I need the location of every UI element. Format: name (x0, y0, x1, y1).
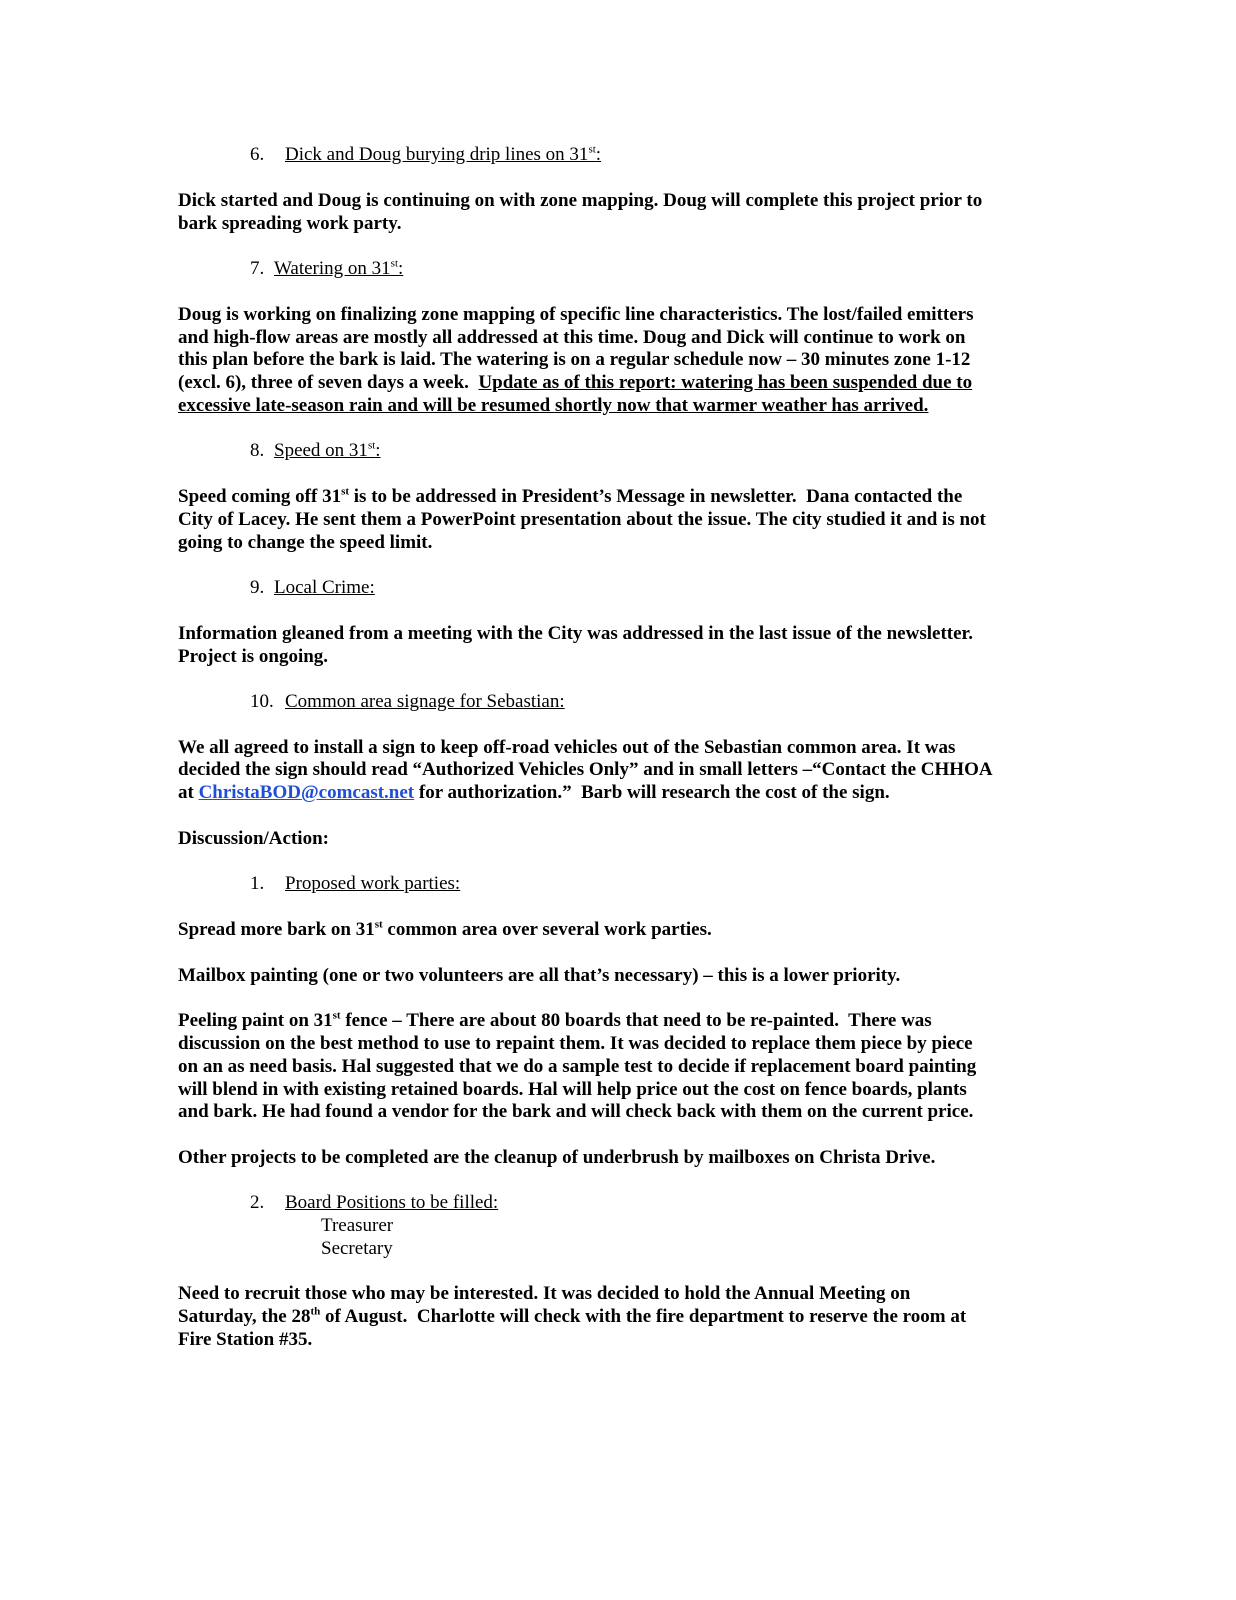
item-8-body-line: Speed coming off 31st is to be addressed in President’s Message in newsletter. Dana contacted the (178, 485, 963, 507)
discussion-paragraph: Spread more bark on 31st common area over several work parties. (178, 918, 712, 940)
item-number: 2. (250, 1192, 265, 1213)
item-number: 10. (250, 691, 274, 712)
item-10-body-line: at ChristaBOD@comcast.net for authorization.” Barb will research the cost of the sign. (178, 782, 890, 803)
discussion-paragraph: Peeling paint on 31st fence – There are about 80 boards that need to be re-painted. There was (178, 1009, 932, 1031)
item-8-heading: 8. Speed on 31st: (250, 439, 381, 461)
discussion-paragraph: Need to recruit those who may be interested. It was decided to hold the Annual Meeting on (178, 1283, 911, 1304)
item-number: 7. (250, 258, 265, 279)
discussion-item-2-heading: 2. Board Positions to be filled: (250, 1192, 499, 1213)
item-number: 1. (250, 873, 265, 894)
item-7-body-line: and high-flow areas are mostly all addressed at this time. Doug and Dick will continue to work on (178, 327, 966, 348)
item-10-heading: 10. Common area signage for Sebastian: (250, 691, 565, 712)
update-note: Update as of this report: watering has been suspended due to (478, 372, 973, 393)
discussion-paragraph: Mailbox painting (one or two volunteers are all that’s necessary) – this is a lower priority. (178, 965, 901, 986)
item-7-body-line: this plan before the bark is laid. The watering is on a regular schedule now – 30 minutes zone 1-12 (178, 349, 971, 370)
section-title-discussion: Discussion/Action: (178, 828, 329, 849)
item-9-heading: 9. Local Crime: (250, 577, 375, 598)
position-treasurer: Treasurer (321, 1215, 394, 1236)
item-number: 6. (250, 144, 265, 165)
position-secretary: Secretary (321, 1238, 393, 1259)
item-6-body-line: bark spreading work party. (178, 213, 402, 234)
discussion-item-1-heading: 1. Proposed work parties: (250, 873, 461, 894)
discussion-paragraph: Other projects to be completed are the cleanup of underbrush by mailboxes on Christa Drive. (178, 1147, 936, 1168)
item-7-body-line: Doug is working on finalizing zone mapping of specific line characteristics. The lost/failed emitters (178, 304, 974, 325)
item-6-body-line: Dick started and Doug is continuing on with zone mapping. Doug will complete this project prior to (178, 190, 983, 211)
discussion-paragraph: Saturday, the 28th of August. Charlotte will check with the fire department to reserve the room at (178, 1305, 967, 1327)
item-number: 9. (250, 577, 265, 598)
discussion-paragraph-line: on an as need basis. Hal suggested that we do a sample test to decide if replacement board painting (178, 1056, 977, 1077)
item-10-body-line: decided the sign should read “Authorized Vehicles Only” and in small letters –“Contact the CHHOA (178, 759, 993, 780)
item-7-heading: 7. Watering on 31st: (250, 257, 404, 279)
discussion-paragraph-line: will blend in with existing retained boards. Hal will help price out the cost on fence boards, plants (178, 1079, 967, 1100)
discussion-paragraph-line: and bark. He had found a vendor for the bark and will check back with them on the current price. (178, 1101, 974, 1122)
item-8-body-line: City of Lacey. He sent them a PowerPoint presentation about the issue. The city studied it and is not (178, 509, 986, 530)
item-9-body-line: Information gleaned from a meeting with the City was addressed in the last issue of the newsletter. (178, 623, 973, 644)
discussion-paragraph-line: discussion on the best method to use to repaint them. It was decided to replace them piece by piece (178, 1033, 973, 1054)
item-6-heading: 6. Dick and Doug burying drip lines on 31st: (250, 143, 602, 165)
item-8-body-line: going to change the speed limit. (178, 532, 433, 553)
item-10-body-line: We all agreed to install a sign to keep off-road vehicles out of the Sebastian common area. It was (178, 737, 956, 758)
item-7-body-line: (excl. 6), three of seven days a week. Update as of this report: watering has been suspended due to (178, 372, 973, 393)
discussion-paragraph: Fire Station #35. (178, 1329, 313, 1350)
item-number: 8. (250, 440, 265, 461)
update-note-continued: excessive late-season rain and will be resumed shortly now that warmer weather has arrived. (178, 395, 929, 416)
item-9-body-line: Project is ongoing. (178, 646, 329, 667)
email-link[interactable]: ChristaBOD@comcast.net (198, 782, 415, 803)
